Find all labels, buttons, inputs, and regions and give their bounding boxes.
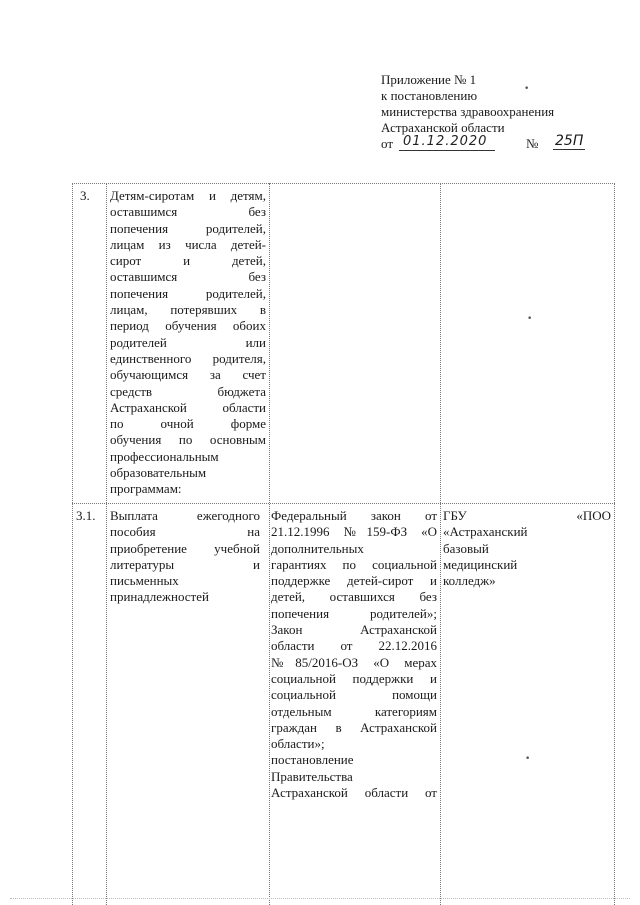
description-line: лицам, потерявших в <box>110 302 266 318</box>
legal-basis-line: Правительства <box>271 768 353 784</box>
row-number: 3.1. <box>76 508 96 523</box>
appendix-title: Приложение № 1 <box>381 72 477 87</box>
legal-basis-line: отдельным категориям <box>271 703 437 719</box>
table-top-border <box>72 183 615 184</box>
scan-speck: • <box>524 84 530 94</box>
legal-basis-line: дополнительных <box>271 540 364 556</box>
appendix-date-line <box>381 133 611 154</box>
institution-line: «Астраханский <box>443 524 528 540</box>
description-line: принадлежностей <box>110 589 209 605</box>
legal-basis-line: социальной поддержки и <box>271 670 437 686</box>
description-line: пособия на <box>110 524 260 540</box>
handwritten-date: 01.12.2020 <box>399 134 495 151</box>
row-description <box>110 508 260 606</box>
description-line: программам: <box>110 481 182 497</box>
description-line: образовательным <box>110 465 207 481</box>
legal-basis-line: социальной помощи <box>271 687 437 703</box>
row-number: 3. <box>80 188 90 203</box>
description-line: период обучения обоих <box>110 318 266 334</box>
description-line: профессиональным <box>110 448 219 464</box>
description-line: обучения по основным <box>110 432 266 448</box>
description-line: письменных <box>110 573 179 589</box>
description-line: родителей или <box>110 334 266 350</box>
legal-basis-line: №85/2016-ОЗ «О мерах <box>271 654 437 670</box>
description-line: Детям-сиротам и детям, <box>110 188 266 203</box>
table-right-border <box>614 183 615 905</box>
appendix-region: Астраханской области <box>381 120 505 135</box>
legal-basis-line: Астраханской области от <box>271 785 437 801</box>
table-col-divider-2 <box>269 183 270 905</box>
legal-basis-line: Закон Астраханской <box>271 622 437 638</box>
table-col-divider-3 <box>440 183 441 905</box>
row-description <box>110 188 266 498</box>
description-line: попечения родителей, <box>110 285 266 301</box>
legal-basis-line: области от 22.12.2016 <box>271 638 437 654</box>
description-line: обучающимся за счет <box>110 367 266 383</box>
description-line: Астраханской области <box>110 399 266 415</box>
description-line: оставшимся без <box>110 269 266 285</box>
legal-basis-line: попечения родителей»; <box>271 605 437 621</box>
appendix-ministry: министерства здравоохранения <box>381 104 555 119</box>
description-line: Выплата ежегодного <box>110 508 260 523</box>
table-left-border <box>72 183 73 905</box>
table-row-divider <box>72 503 615 504</box>
legal-basis-line: детей, оставшихся без <box>271 589 437 605</box>
appendix-to-resolution: к постановлению <box>381 88 478 103</box>
description-line: сирот и детей, <box>110 253 266 269</box>
description-line: приобретение учебной <box>110 540 260 556</box>
institution-line: колледж» <box>443 573 496 589</box>
description-line: средств бюджета <box>110 383 266 399</box>
legal-basis-line: области»; <box>271 736 325 752</box>
institution-line: базовый <box>443 540 489 556</box>
legal-basis-line: постановление <box>271 752 354 768</box>
description-line: лицам из числа детей- <box>110 236 266 252</box>
description-line: единственного родителя, <box>110 350 266 366</box>
handwritten-number: 25П <box>555 133 584 149</box>
page-bottom-edge <box>10 898 630 899</box>
table-col-divider-1 <box>106 183 107 905</box>
legal-basis-line: поддержке детей-сирот и <box>271 573 437 589</box>
description-line: попечения родителей, <box>110 220 266 236</box>
legal-basis-line: граждан в Астраханской <box>271 719 437 735</box>
legal-basis-line: гарантиях по социальной <box>271 556 437 572</box>
row-institution <box>443 508 611 589</box>
legal-basis-line: 21.12.1996 №159-ФЗ «О <box>271 524 437 540</box>
appendix-header <box>381 72 611 154</box>
description-line: литературы и <box>110 556 260 572</box>
scan-speck: • <box>527 314 533 324</box>
date-prefix: от <box>381 136 394 151</box>
description-line: оставшимся без <box>110 204 266 220</box>
scan-speck: • <box>525 754 531 764</box>
number-prefix: № <box>526 136 539 151</box>
institution-line: ГБУ «ПОО <box>443 508 611 523</box>
row-legal-basis <box>271 508 437 801</box>
description-line: по очной форме <box>110 416 266 432</box>
legal-basis-line: Федеральный закон от <box>271 508 437 523</box>
institution-line: медицинский <box>443 556 518 572</box>
